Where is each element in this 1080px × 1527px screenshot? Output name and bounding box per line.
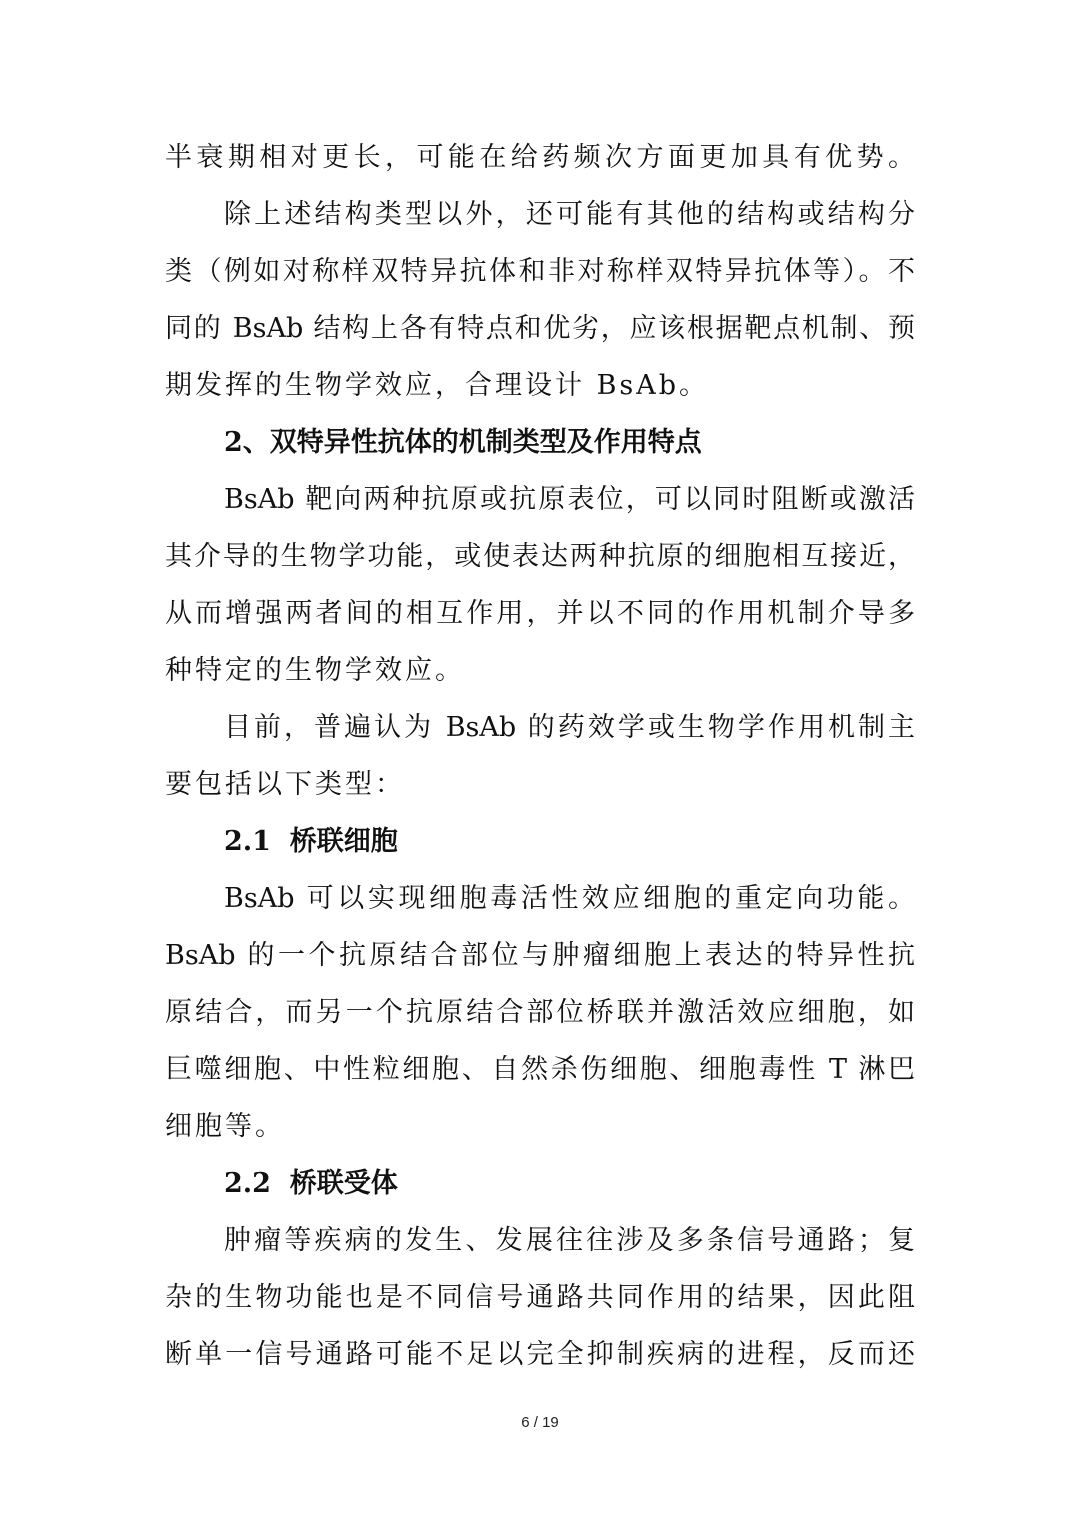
paragraph-line: 其介导的生物学功能，或使表达两种抗原的细胞相互接近， xyxy=(165,541,915,572)
paragraph-line: 要包括以下类型： xyxy=(165,769,405,800)
paragraph-line: 细胞等。 xyxy=(165,1111,285,1142)
paragraph-line: 断单一信号通路可能不足以完全抑制疾病的进程，反而还 xyxy=(165,1339,915,1370)
paragraph-line: 肿瘤等疾病的发生、发展往往涉及多条信号通路；复 xyxy=(224,1225,915,1256)
paragraph-line: 杂的生物功能也是不同信号通路共同作用的结果，因此阻 xyxy=(165,1282,915,1313)
paragraph-line: 期发挥的生物学效应，合理设计 BsAb。 xyxy=(165,370,710,401)
paragraph-line: BsAb 的一个抗原结合部位与肿瘤细胞上表达的特异性抗 xyxy=(165,940,915,971)
paragraph-line: 从而增强两者间的相互作用，并以不同的作用机制介导多 xyxy=(165,598,915,629)
paragraph-line: 半衰期相对更长，可能在给药频次方面更加具有优势。 xyxy=(165,142,915,173)
paragraph-line: 类（例如对称样双特异抗体和非对称样双特异抗体等）。不 xyxy=(165,256,915,287)
section-heading: 2、双特异性抗体的机制类型及作用特点 xyxy=(224,427,702,458)
paragraph-line: 除上述结构类型以外，还可能有其他的结构或结构分 xyxy=(224,199,915,230)
paragraph-line: 目前，普遍认为 BsAb 的药效学或生物学作用机制主 xyxy=(224,712,915,743)
paragraph-line: 种特定的生物学效应。 xyxy=(165,655,465,686)
paragraph-line: 原结合，而另一个抗原结合部位桥联并激活效应细胞，如 xyxy=(165,997,915,1028)
paragraph-line: 同的 BsAb 结构上各有特点和优劣，应该根据靶点机制、预 xyxy=(165,313,915,344)
paragraph-line: 巨噬细胞、中性粒细胞、自然杀伤细胞、细胞毒性 T 淋巴 xyxy=(165,1054,915,1085)
paragraph-line: BsAb 靶向两种抗原或抗原表位，可以同时阻断或激活 xyxy=(224,484,915,515)
subsection-heading: 2.2 桥联受体 xyxy=(224,1168,398,1199)
paragraph-line: BsAb 可以实现细胞毒活性效应细胞的重定向功能。 xyxy=(224,883,915,914)
subsection-heading: 2.1 桥联细胞 xyxy=(224,826,398,857)
page-number: 6 / 19 xyxy=(521,1414,559,1431)
